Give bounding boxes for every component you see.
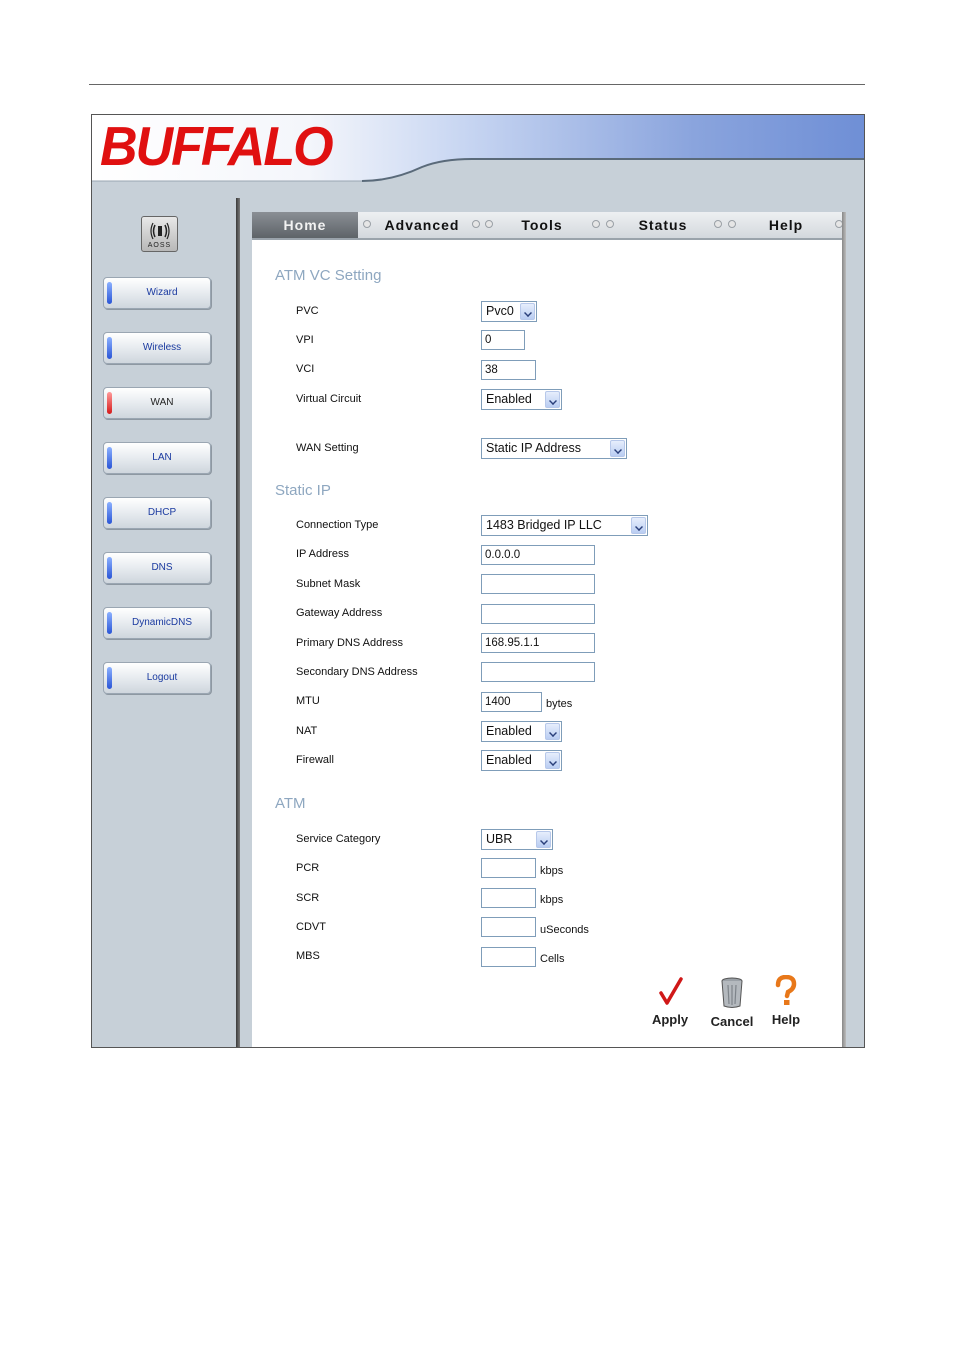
cancel-button[interactable] xyxy=(708,975,756,1029)
vpi-input[interactable] xyxy=(481,330,525,350)
sidebar-item-dynamicdns[interactable] xyxy=(103,607,211,639)
virtual-circuit-select-value: Enabled xyxy=(486,392,532,406)
tab-separator-icon xyxy=(472,220,480,228)
sidebar-item-wireless[interactable] xyxy=(103,332,211,364)
router-config-window xyxy=(91,114,865,1048)
cdvt-label: CDVT xyxy=(296,921,326,933)
wan-setting-label: WAN Setting xyxy=(296,442,359,454)
sidebar-item-label: Logout xyxy=(146,672,178,683)
tab-home[interactable]: Home xyxy=(252,212,358,238)
chevron-down-icon xyxy=(536,831,551,848)
scr-input[interactable] xyxy=(481,888,536,908)
section-title-atm-vc: ATM VC Setting xyxy=(275,267,382,284)
tab-tools[interactable]: Tools xyxy=(521,217,563,233)
sidebar-item-label: DynamicDNS xyxy=(131,617,192,628)
cdvt-input[interactable] xyxy=(481,917,536,937)
question-mark-icon xyxy=(771,975,801,1007)
sidebar-item-label: WAN xyxy=(150,397,174,408)
section-title-static-ip: Static IP xyxy=(275,482,331,499)
chevron-down-icon xyxy=(545,752,560,769)
sidebar-item-label: LAN xyxy=(152,452,172,463)
sidebar-item-dns[interactable] xyxy=(103,552,211,584)
connection-type-select-value: 1483 Bridged IP LLC xyxy=(486,518,602,532)
apply-label: Apply xyxy=(651,1012,689,1027)
ip-address-label: IP Address xyxy=(296,548,349,560)
tab-separator-icon xyxy=(485,220,493,228)
sidebar-item-label: DNS xyxy=(151,562,173,573)
mtu-unit: bytes xyxy=(546,698,573,710)
sidebar-item-wizard[interactable] xyxy=(103,277,211,309)
service-category-select[interactable] xyxy=(481,829,553,850)
vci-label: VCI xyxy=(296,363,315,375)
tab-help[interactable]: Help xyxy=(768,217,804,233)
sidebar-divider xyxy=(236,198,240,1047)
mbs-input[interactable] xyxy=(481,947,536,967)
ip-address-input[interactable] xyxy=(481,545,595,565)
checkmark-icon xyxy=(655,977,685,1007)
virtual-circuit-label: Virtual Circuit xyxy=(296,393,362,405)
mbs-unit: Cells xyxy=(540,953,565,965)
help-button[interactable] xyxy=(766,975,806,1027)
nav-indicator xyxy=(107,502,112,524)
tab-separator-icon xyxy=(592,220,600,228)
apply-button[interactable] xyxy=(650,977,690,1027)
mtu-input[interactable] xyxy=(481,692,542,712)
tab-separator-icon xyxy=(606,220,614,228)
buffalo-logo: BUFFALO xyxy=(100,116,332,178)
sidebar-item-lan[interactable] xyxy=(103,442,211,474)
sidebar-item-wan[interactable] xyxy=(103,387,211,419)
chevron-down-icon xyxy=(545,723,560,740)
chevron-down-icon xyxy=(610,440,625,457)
pvc-select-value: Pvc0 xyxy=(486,304,514,318)
nav-indicator xyxy=(107,557,112,579)
help-label: Help xyxy=(771,1012,801,1027)
sidebar-item-label: Wizard xyxy=(146,287,178,298)
vci-input[interactable] xyxy=(481,360,536,380)
wan-setting-select-value: Static IP Address xyxy=(486,441,581,455)
pvc-select[interactable] xyxy=(481,301,537,322)
nav-indicator xyxy=(107,282,112,304)
chevron-down-icon xyxy=(545,391,560,408)
scr-label: SCR xyxy=(296,892,320,904)
header-banner xyxy=(92,115,864,198)
page-top-rule xyxy=(89,84,865,85)
service-category-select-value: UBR xyxy=(486,832,513,846)
nav-indicator xyxy=(107,667,112,689)
firewall-select[interactable] xyxy=(481,750,562,771)
secondary-dns-input[interactable] xyxy=(481,662,595,682)
firewall-select-value: Enabled xyxy=(486,753,532,767)
firewall-label: Firewall xyxy=(296,754,334,766)
scr-unit: kbps xyxy=(540,894,564,906)
chevron-down-icon xyxy=(631,517,646,534)
aoss-button[interactable] xyxy=(141,216,178,252)
section-title-atm: ATM xyxy=(275,795,306,812)
main-right-border xyxy=(842,212,846,1047)
sidebar-item-label: DHCP xyxy=(147,507,177,518)
secondary-dns-label: Secondary DNS Address xyxy=(296,666,418,678)
trash-can-icon xyxy=(717,975,747,1009)
cancel-label: Cancel xyxy=(710,1014,754,1029)
header-wave-decoration xyxy=(92,155,864,201)
gateway-address-input[interactable] xyxy=(481,604,595,624)
vpi-label: VPI xyxy=(296,334,314,346)
nat-select[interactable] xyxy=(481,721,562,742)
pvc-label: PVC xyxy=(296,305,319,317)
aoss-label: AOSS xyxy=(147,242,172,249)
pcr-input[interactable] xyxy=(481,858,536,878)
tab-separator-icon xyxy=(363,220,371,228)
connection-type-select[interactable] xyxy=(481,515,648,536)
tab-advanced[interactable]: Advanced xyxy=(384,217,460,233)
nat-select-value: Enabled xyxy=(486,724,532,738)
chevron-down-icon xyxy=(520,303,535,320)
nav-indicator-active xyxy=(107,392,112,414)
sidebar-item-dhcp[interactable] xyxy=(103,497,211,529)
service-category-label: Service Category xyxy=(296,833,381,845)
cdvt-unit: uSeconds xyxy=(540,924,589,936)
nav-indicator xyxy=(107,447,112,469)
tab-separator-icon xyxy=(728,220,736,228)
virtual-circuit-select[interactable] xyxy=(481,389,562,410)
main-content xyxy=(252,212,842,1047)
connection-type-label: Connection Type xyxy=(296,519,379,531)
mtu-label: MTU xyxy=(296,695,320,707)
pcr-label: PCR xyxy=(296,862,320,874)
tab-status[interactable]: Status xyxy=(638,217,688,233)
nat-label: NAT xyxy=(296,725,318,737)
wireless-signal-icon xyxy=(150,221,170,241)
primary-dns-label: Primary DNS Address xyxy=(296,637,403,649)
pcr-unit: kbps xyxy=(540,865,564,877)
primary-dns-input[interactable] xyxy=(481,633,595,653)
gateway-address-label: Gateway Address xyxy=(296,607,383,619)
wan-setting-select[interactable] xyxy=(481,438,627,459)
sidebar-item-logout[interactable] xyxy=(103,662,211,694)
mbs-label: MBS xyxy=(296,950,320,962)
top-tab-bar xyxy=(252,212,846,240)
nav-indicator xyxy=(107,612,112,634)
tab-separator-icon xyxy=(714,220,722,228)
sidebar-item-label: Wireless xyxy=(142,342,182,353)
subnet-mask-input[interactable] xyxy=(481,574,595,594)
subnet-mask-label: Subnet Mask xyxy=(296,578,361,590)
nav-indicator xyxy=(107,337,112,359)
